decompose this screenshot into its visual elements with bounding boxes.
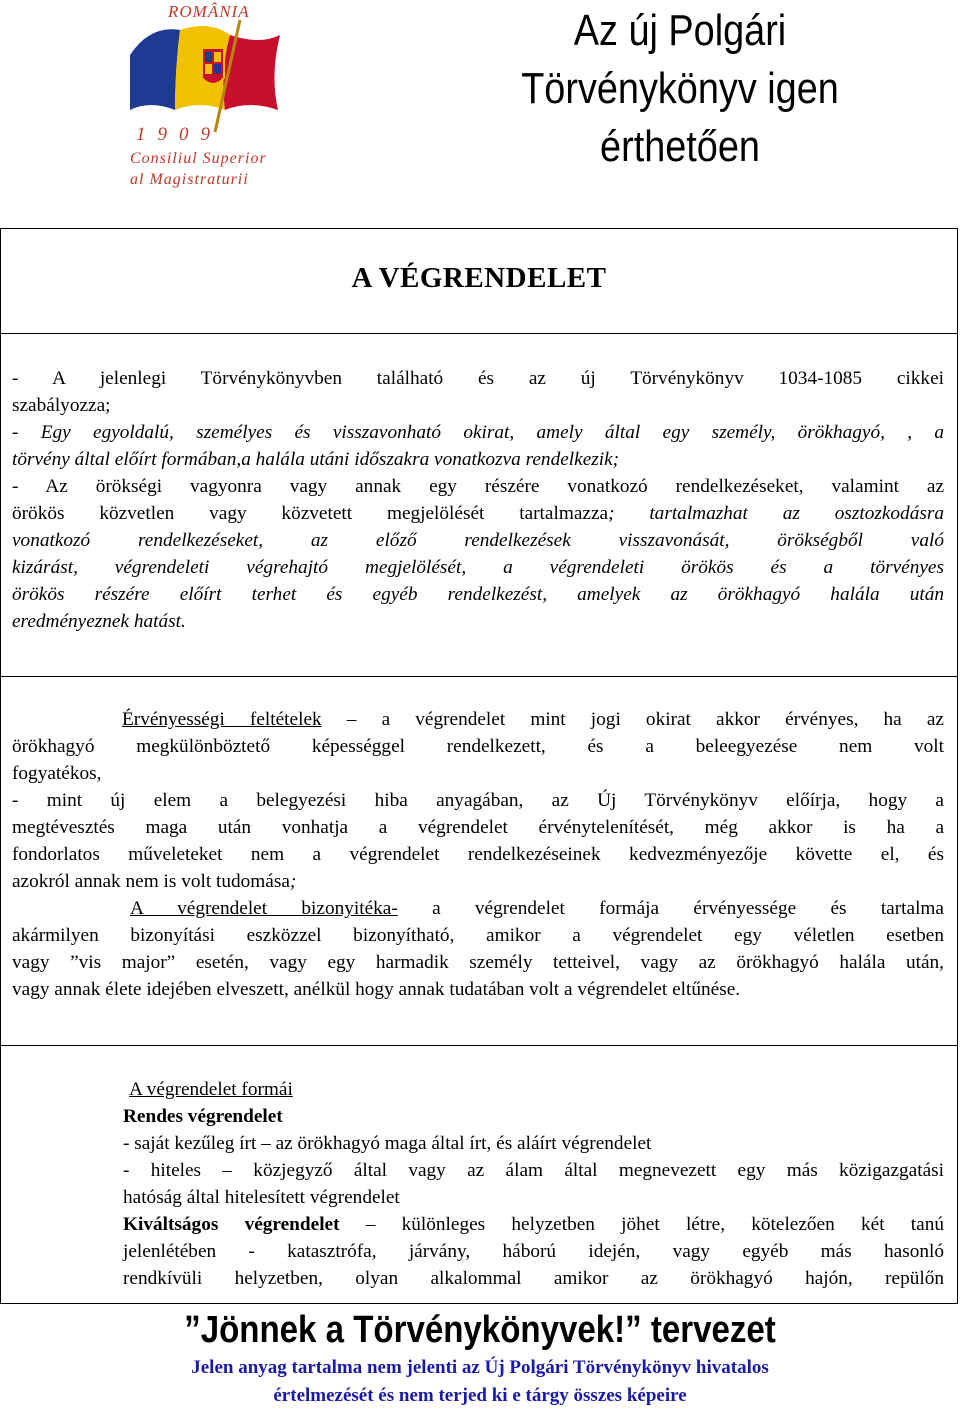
text-line: törvény által előírt formában,a halála utáni időszakra vonatkozva rendelkezik; [12,449,620,470]
text-line: jelenlétében - katasztrófa, járvány, háború idején, vagy egyéb más hasonló [123,1241,944,1262]
text-line: megtévesztés maga után vonhatja a végrendelet érvénytelenítését, még akkor is ha a [12,817,944,838]
shield-quarter [205,64,212,74]
logo-year: 1909 [136,124,222,145]
text-line: - A jelenlegi Törvénykönyvben található és az új Törvénykönyv 1034-1085 cikkei [12,368,944,389]
shield-quarter [214,52,221,62]
text-line: hatóság által hitelesített végrendelet [123,1187,400,1208]
text-line: - mint új elem a belegyezési hiba anyagában, az Új Törvénykönyv előírja, hogy a [12,790,944,811]
text-line [12,500,944,527]
shield-quarter [205,52,212,62]
text-line [12,895,944,922]
text-line: rendkívüli helyzetben, olyan alkalommal amikor az örökhagyó hajón, repülőn [123,1268,944,1289]
validity-heading: Érvényességi feltételek [122,709,322,730]
text-line: fogyatékos, [12,763,102,784]
footer-disclaimer [0,1354,960,1410]
text-segment: ; [289,871,297,892]
text-line: - Az örökségi vagyonra vagy annak egy részére vonatkozó rendelkezéseket, valamint az [12,476,944,497]
text-line [12,706,944,733]
document-header-title [508,2,852,176]
footer-note-line: értelmezését és nem terjed ki e tárgy összes képeire [273,1385,687,1406]
regular-will-heading: Rendes végrendelet [123,1106,283,1127]
text-line [123,1211,944,1238]
validity-text [12,706,944,1003]
definition-text [12,365,944,635]
flag-blue-stripe [130,29,180,110]
text-line: szabályozza; [12,395,111,416]
header-title-line: Törvénykönyv igen [521,64,839,113]
text-line: - hiteles – közjegyző által vagy az álam által megnevezett egy más közigazgatási [123,1160,944,1181]
text-line: akármilyen bizonyítási eszközzel bizonyítható, amikor a végrendelet egy véletlen esetben [12,925,944,946]
forms-text [123,1076,944,1292]
text-line: kizárást, végrendeleti végrehajtó megjelölését, a végrendeleti örökös és a törvényes [12,557,944,578]
text-segment: – a végrendelet mint jogi okirat akkor érvényes, ha az [321,709,944,730]
proof-heading: A végrendelet bizonyitéka- [130,898,398,919]
text-line: örökös részére előírt terhet és egyéb rendelkezést, amelyek az örökhagyó halála után [12,584,944,605]
text-segment: – különleges helyzetben jöhet létre, kötelezően két tanú [339,1214,944,1235]
text-segment: örökös közvetlen vagy közvetett megjelölését tartalmazza [12,503,609,524]
logo-org-line-1: Consiliul Superior [130,150,267,167]
text-segment: ; tartalmazhat az osztozkodásra [608,503,944,524]
text-line: fondorlatos műveleteket nem a végrendelet rendelkezéseinek kedvezményezője követte el, és [12,844,944,865]
text-line [12,868,944,895]
text-line: eredményeznek hatást. [12,611,186,632]
header-title-line: Az új Polgári [573,6,787,55]
logo-org-line-2: al Magistraturii [130,171,249,188]
text-line: vagy annak élete idejében elveszett, anélkül hogy annak tudatában volt a végrendelet eltűnése. [12,979,741,1000]
footer-title: ”Jönnek a Törvénykönyvek!” tervezet [184,1309,776,1351]
text-line: vonatkozó rendelkezéseket, az előző rendelkezések visszavonását, örökségből való [12,530,944,551]
logo-country: ROMÂNIA [168,2,250,21]
text-segment: a végrendelet formája érvényessége és tartalma [397,898,944,919]
forms-heading: A végrendelet formái [129,1079,293,1100]
shield-quarter [214,64,221,74]
flag-red-stripe [223,35,280,110]
text-line: - saját kezűleg írt – az örökhagyó maga által írt, és aláírt végrendelet [123,1133,652,1154]
special-will-heading: Kiváltságos végrendelet [123,1214,340,1235]
text-line: - Egy egyoldalú, személyes és visszavonható okirat, amely által egy személy, örökhagyó, , a [12,422,944,443]
text-line: vagy ”vis major” esetén, vagy egy harmadik személy tetteivel, vagy az örökhagyó halála után, [12,952,944,973]
text-segment: azokról annak nem is volt tudomása [12,871,290,892]
csm-logo [120,0,290,195]
text-line: örökhagyó megkülönböztető képességgel rendelkezett, és a beleegyezése nem volt [12,736,944,757]
section-title: A VÉGRENDELET [351,262,607,294]
header-title-line: érthetően [600,122,760,171]
footer-note-line: Jelen anyag tartalma nem jelenti az Új Polgári Törvénykönyv hivatalos [191,1357,769,1378]
